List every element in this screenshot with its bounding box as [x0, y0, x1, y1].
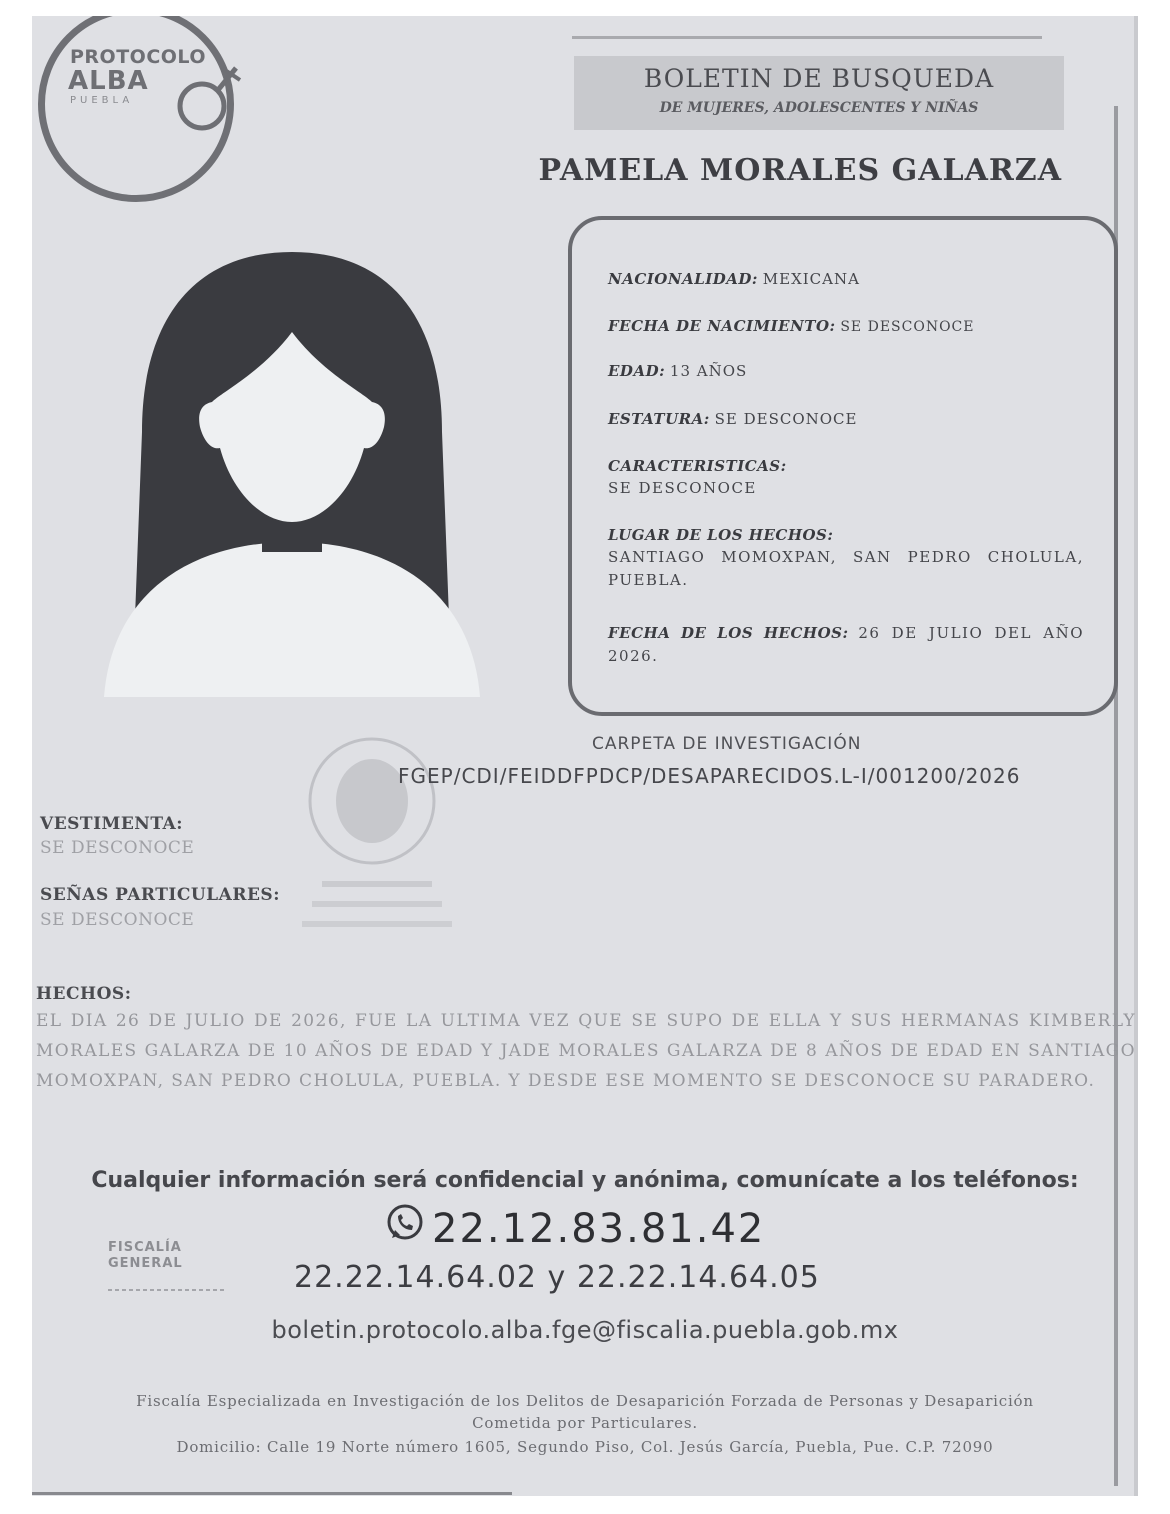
bulletin-subtitle: DE MUJERES, ADOLESCENTES Y NIÑAS: [659, 100, 979, 116]
field-fecha-hechos: [608, 622, 1084, 668]
info-box: [568, 216, 1118, 716]
official-seal-icon: [282, 721, 462, 951]
field-lugar-hechos: [608, 526, 1084, 592]
vestimenta-label: VESTIMENTA:: [40, 814, 184, 834]
carpeta-label: CARPETA DE INVESTIGACIÓN: [592, 734, 862, 754]
bottom-rule: [32, 1492, 512, 1495]
logo-line-1: PROTOCOLO: [70, 46, 206, 68]
bulletin-title: BOLETIN DE BUSQUEDA: [643, 64, 995, 93]
edad-value: 13 AÑOS: [669, 362, 748, 380]
logo-line-2: ALBA: [68, 66, 149, 96]
fecha-hechos-value: 26 DE JULIO DEL AÑO 2026.: [608, 624, 1084, 665]
hechos-label: HECHOS:: [36, 984, 132, 1004]
field-nacionalidad: [608, 270, 860, 288]
girl-silhouette-icon: [92, 242, 492, 702]
nacionalidad-value: MEXICANA: [762, 270, 860, 288]
caracteristicas-label: CARACTERISTICAS:: [608, 457, 787, 475]
footer-line-2: Cometida por Particulares.: [472, 1414, 698, 1432]
senas-label: SEÑAS PARTICULARES:: [40, 885, 280, 905]
bulletin-sheet: [32, 16, 1138, 1496]
field-edad: [608, 362, 747, 380]
estatura-value: SE DESCONOCE: [714, 410, 858, 428]
fecha-nacimiento-value: SE DESCONOCE: [840, 319, 975, 335]
whatsapp-icon: [384, 1202, 426, 1244]
fecha-hechos-label: FECHA DE LOS HECHOS:: [608, 624, 849, 642]
footer-address: Domicilio: Calle 19 Norte número 1605, Segundo Piso, Col. Jesús García, Puebla, Pue. C.P. 72090: [176, 1438, 994, 1456]
fiscalia-logo-line-1: FISCALÍA: [108, 1240, 182, 1255]
carpeta-value: FGEP/CDI/FEIDDFPDCP/DESAPARECIDOS.L-I/001200/2026: [398, 764, 1021, 788]
lugar-hechos-value: SANTIAGO MOMOXPAN, SAN PEDRO CHOLULA, PUEBLA.: [608, 548, 1084, 589]
field-fecha-nacimiento: [608, 317, 975, 335]
footer-line-1: Fiscalía Especializada en Investigación de los Delitos de Desaparición Forzada de Personas y Desaparición: [136, 1392, 1034, 1410]
top-rule: [572, 36, 1042, 39]
vestimenta-value: SE DESCONOCE: [40, 838, 195, 858]
fiscalia-logo-icon: [104, 1238, 234, 1298]
header-band: [574, 56, 1064, 130]
lugar-hechos-label: LUGAR DE LOS HECHOS:: [608, 526, 834, 544]
phone-secondary[interactable]: 22.22.14.64.02 y 22.22.14.64.05: [294, 1260, 820, 1295]
hechos-text: EL DIA 26 DE JULIO DE 2026, FUE LA ULTIMA VEZ QUE SE SUPO DE ELLA Y SUS HERMANAS KIMBERLY MORALES GALARZA DE 10 AÑOS DE EDAD Y JADE MORALES GALARZA DE 8 AÑOS DE EDAD EN SANTIAGO MOMOXPAN, SAN PEDRO CHOLULA, PUEBLA. Y DESDE ESE MOMENTO SE DESCONOCE SU PARADERO.: [36, 1011, 1136, 1091]
edad-label: EDAD:: [608, 362, 666, 380]
nacionalidad-label: NACIONALIDAD:: [608, 270, 758, 288]
logo-line-3: PUEBLA: [70, 95, 134, 106]
female-symbol-icon: [172, 56, 244, 136]
phone-main[interactable]: 22.12.83.81.42: [432, 1206, 766, 1252]
fiscalia-logo-line-2: GENERAL: [108, 1256, 183, 1271]
caracteristicas-value: SE DESCONOCE: [608, 479, 757, 497]
missing-person-name: PAMELA MORALES GALARZA: [538, 153, 1062, 188]
estatura-label: ESTATURA:: [608, 410, 710, 428]
contact-heading: Cualquier información será confidencial y anónima, comunícate a los teléfonos:: [91, 1168, 1079, 1193]
contact-email[interactable]: boletin.protocolo.alba.fge@fiscalia.puebla.gob.mx: [271, 1316, 899, 1344]
field-caracteristicas: [608, 457, 1084, 500]
sheet-edge: [1134, 16, 1138, 1496]
senas-value: SE DESCONOCE: [40, 910, 195, 930]
fecha-nacimiento-label: FECHA DE NACIMIENTO:: [608, 317, 836, 335]
field-estatura: [608, 410, 857, 428]
